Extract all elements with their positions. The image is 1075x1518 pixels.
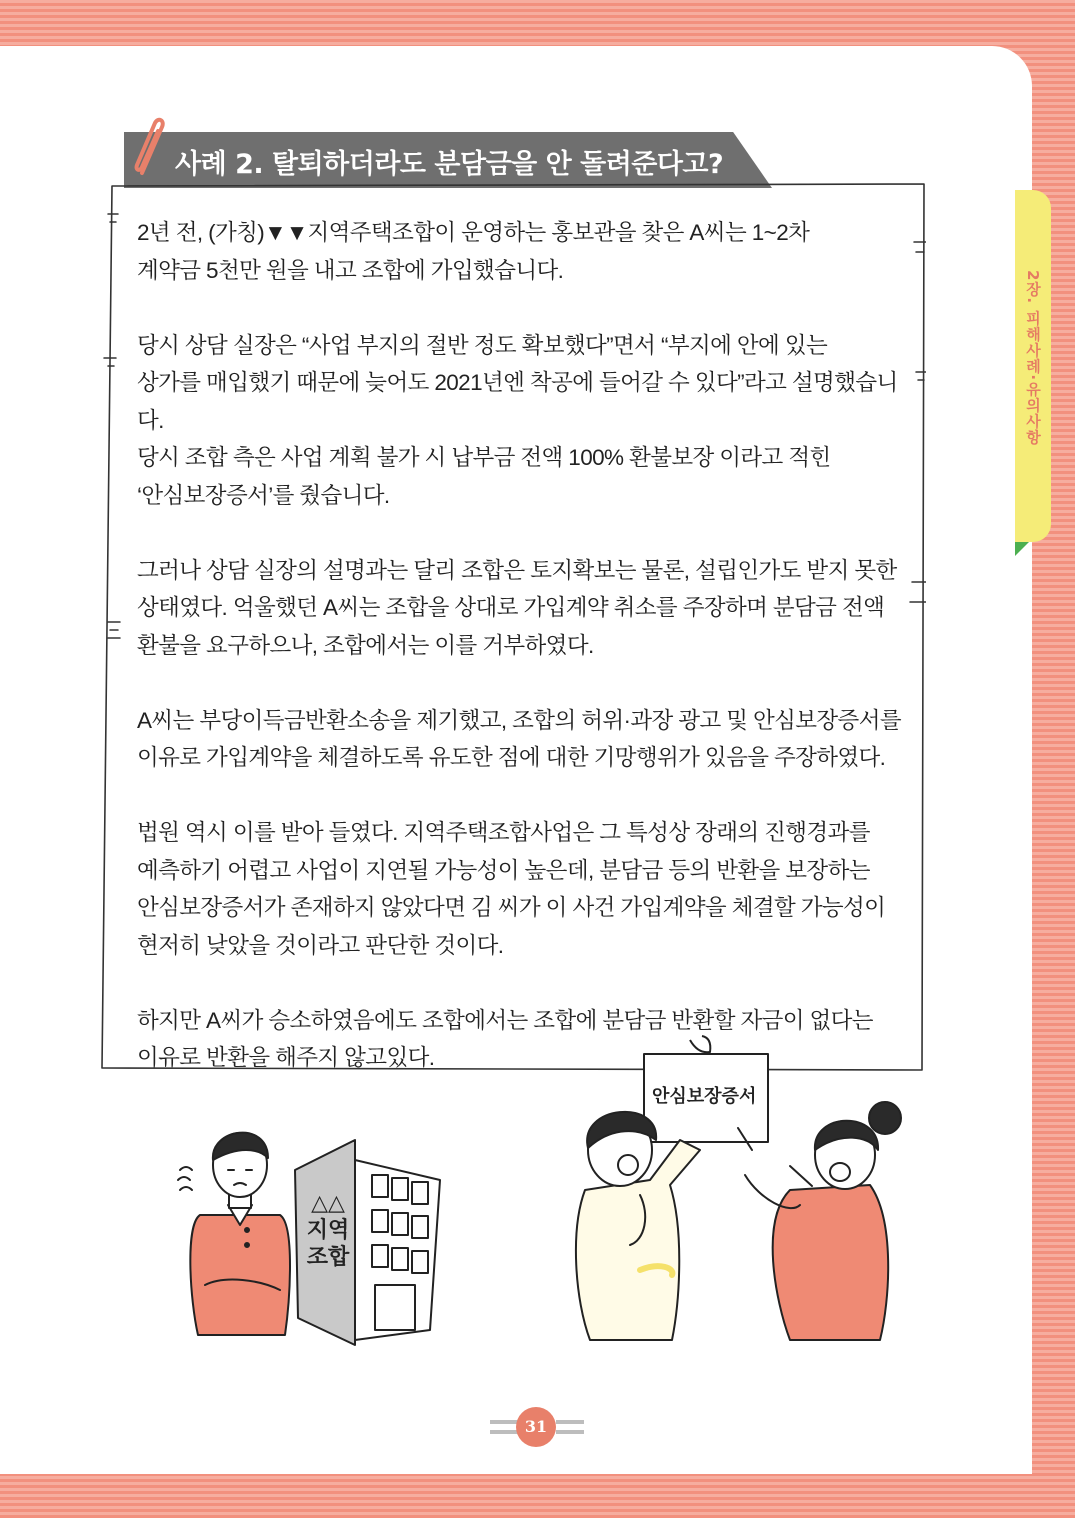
text-line: 예측하기 어렵고 사업이 지연될 가능성이 높은데, 분담금 등의 반환을 보장하는 — [137, 857, 870, 883]
text-line: 환불을 요구하으나, 조합에서는 이를 거부하였다. — [137, 632, 594, 658]
text-line: 당시 조합 측은 사업 계획 불가 시 납부금 전액 100% 환불보장 이라고 적힌 — [137, 445, 831, 470]
text-line: 현저히 낮았을 것이라고 판단한 것이다. — [137, 932, 504, 958]
text-line: A씨는 부당이득금반환소송을 제기했고, 조합의 허위·과장 광고 및 안심보장증서를 — [137, 707, 901, 733]
frustrated-man-figure — [178, 1133, 290, 1335]
text-line: 계약금 5천만 원을 내고 조합에 가입했습니다. — [137, 257, 564, 283]
shouting-man-figure — [576, 1112, 700, 1340]
building-sign-line: 조합 — [306, 1245, 350, 1270]
page-number-right-lines — [552, 1418, 638, 1438]
text-line: ‘안심보장증서’를 줬습니다. — [137, 482, 390, 508]
text-line: 하지만 A씨가 승소하였음에도 조합에서는 조합에 분담금 반환할 자금이 없다는 — [137, 1007, 873, 1033]
text-line: 상태였다. 억울했던 A씨는 조합을 상대로 가입계약 취소를 주장하며 분담금 전액 — [137, 595, 885, 620]
building-sign-line: △△ — [311, 1191, 345, 1216]
building-sign-text — [300, 1190, 356, 1271]
text-line: 상가를 매입했기 때문에 늦어도 2021년엔 착공에 들어갈 수 있다”라고 설명했습니다. — [137, 370, 898, 433]
text-line: 당시 상담 실장은 “사업 부지의 절반 정도 확보했다”면서 “부지에 안에 있는 — [137, 332, 828, 358]
chapter-tab-label: 2장. 피해사례·유의사항 — [1024, 270, 1042, 446]
certificate-sign-text: 안심보장증서 — [652, 1086, 757, 1107]
text-line: 2년 전, (가칭)▼▼지역주택조합이 운영하는 홍보관을 찾은 A씨는 1~2차 — [137, 220, 810, 245]
text-line: 법원 역시 이를 받아 들였다. 지역주택조합사업은 그 특성상 장래의 진행경과를 — [137, 820, 870, 845]
text-line: 안심보장증서가 존재하지 않았다면 김 씨가 이 사건 가입계약을 체결할 가능성이 — [137, 895, 886, 920]
section-title: 사례 2. 탈퇴하더라도 분담금을 안 돌려준다고? — [175, 149, 724, 180]
text-line: 이유로 반환을 해주지 않고있다. — [137, 1045, 435, 1070]
page-number: 31 — [516, 1407, 556, 1447]
text-line: 이유로 가입계약을 체결하도록 유도한 점에 대한 기망행위가 있음을 주장하였다. — [137, 745, 886, 770]
text-line: 그러나 상담 실장의 설명과는 달리 조합은 토지확보는 물론, 설립인가도 받지 못한 — [137, 557, 897, 583]
building-sign-line: 지역 — [306, 1218, 350, 1243]
